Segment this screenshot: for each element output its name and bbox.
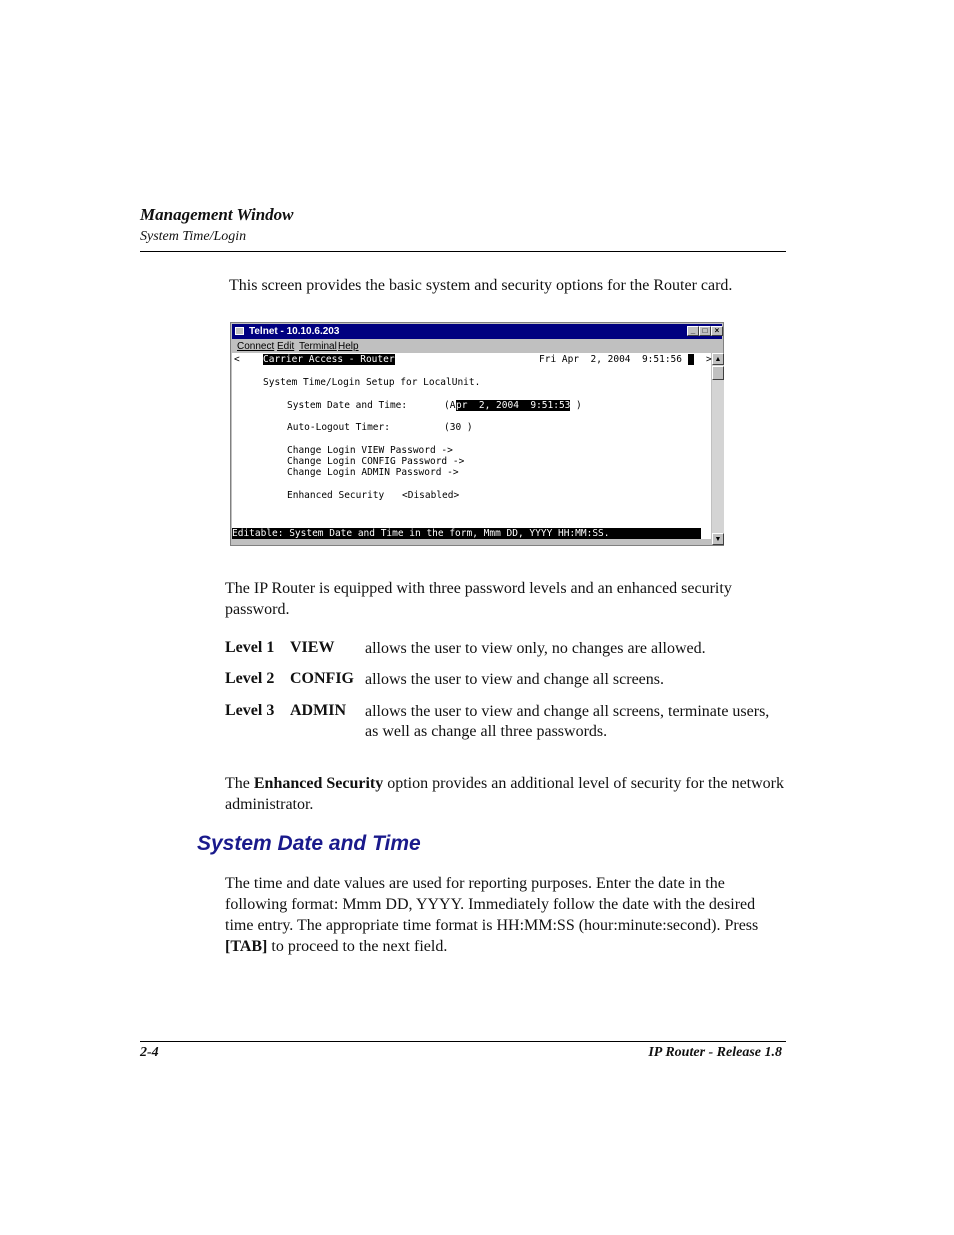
para2-lead: The: [225, 775, 254, 792]
footer-rule: [140, 1041, 786, 1042]
status-line: Editable: System Date and Time in the form, Mmm DD, YYYY HH:MM:SS.: [232, 528, 701, 539]
minimize-icon[interactable]: _: [687, 326, 699, 336]
enhanced-security-field[interactable]: <Disabled>: [402, 490, 460, 501]
password-levels-intro: The IP Router is equipped with three password levels and an enhanced security password.: [225, 580, 732, 618]
change-config-password[interactable]: Change Login CONFIG Password ->: [287, 456, 465, 467]
para3-main: The time and date values are used for reporting purposes. Enter the date in the following format: Mmm DD, YYYY. Immediately follow the date with the desired time entry. The appropriate time format is HH:MM:SS (hour:minute:second). Press: [225, 875, 759, 934]
menu-edit[interactable]: Edit: [277, 341, 295, 352]
telnet-menu-bar: [232, 340, 722, 353]
level-2-number: Level 2: [225, 670, 275, 687]
enhanced-security-label: Enhanced Security: [287, 490, 385, 501]
header-rule: [140, 251, 786, 252]
change-view-password[interactable]: Change Login VIEW Password ->: [287, 445, 453, 456]
date-time-field[interactable]: pr 2, 2004 9:51:53: [456, 400, 571, 411]
terminal-scrollbar[interactable]: [712, 353, 724, 545]
telnet-app-icon: [235, 327, 244, 335]
telnet-title-bar: [232, 324, 722, 339]
level-1-description: allows the user to view only, no changes are allowed.: [365, 640, 706, 657]
level-2-name: CONFIG: [290, 670, 354, 687]
scroll-thumb[interactable]: [712, 366, 724, 380]
running-header-subtitle: System Time/Login: [140, 229, 247, 244]
maximize-icon[interactable]: □: [699, 326, 711, 336]
nav-left-arrow[interactable]: <: [234, 354, 240, 365]
level-3-name: ADMIN: [290, 702, 346, 719]
change-admin-password[interactable]: Change Login ADMIN Password ->: [287, 467, 459, 478]
date-time-paragraph: [225, 873, 785, 957]
autologout-label: Auto-Logout Timer:: [287, 422, 390, 433]
menu-connect[interactable]: Connect: [237, 341, 275, 352]
menu-help[interactable]: Help: [338, 341, 359, 352]
terminal-screen[interactable]: [232, 353, 711, 539]
level-3-description: allows the user to view and change all screens, terminate users, as well as change all three passwords.: [365, 703, 770, 740]
terminal-banner: Carrier Access - Router: [263, 354, 395, 365]
enhanced-security-paragraph: [225, 773, 785, 815]
setup-title: System Time/Login Setup for LocalUnit.: [263, 377, 481, 388]
level-1-number: Level 1: [225, 639, 275, 656]
running-header-title: Management Window: [140, 205, 294, 224]
level-2-description: allows the user to view and change all screens.: [365, 671, 665, 688]
page-number: 2-4: [140, 1045, 159, 1060]
date-time-open: (A: [444, 400, 456, 411]
date-time-label: System Date and Time:: [287, 400, 408, 411]
level-1-name: VIEW: [290, 639, 335, 656]
terminal-clock: Fri Apr 2, 2004 9:51:56: [539, 354, 682, 365]
tab-key: [TAB]: [225, 938, 268, 955]
section-heading: System Date and Time: [197, 832, 421, 855]
enhanced-security-term: Enhanced Security: [253, 775, 384, 792]
level-3-number: Level 3: [225, 702, 275, 719]
terminal-cursor: [688, 354, 694, 365]
autologout-field[interactable]: (30 ): [444, 422, 473, 433]
para3-end: to proceed to the next field.: [267, 938, 448, 955]
nav-right-arrow[interactable]: >: [706, 354, 712, 365]
scroll-down-icon[interactable]: ▼: [712, 533, 724, 545]
footer-doc-title: IP Router - Release 1.8: [648, 1045, 782, 1060]
intro-text: This screen provides the basic system and security options for the Router card.: [229, 277, 733, 294]
close-icon[interactable]: ×: [711, 326, 723, 336]
menu-terminal[interactable]: Terminal: [299, 341, 337, 352]
date-time-close: ): [576, 400, 582, 411]
telnet-window: [230, 322, 724, 546]
para2-rest: option provides an additional level of security for the network administrator.: [225, 775, 784, 813]
scroll-up-icon[interactable]: ▲: [712, 353, 724, 365]
telnet-window-title: Telnet - 10.10.6.203: [249, 326, 340, 337]
